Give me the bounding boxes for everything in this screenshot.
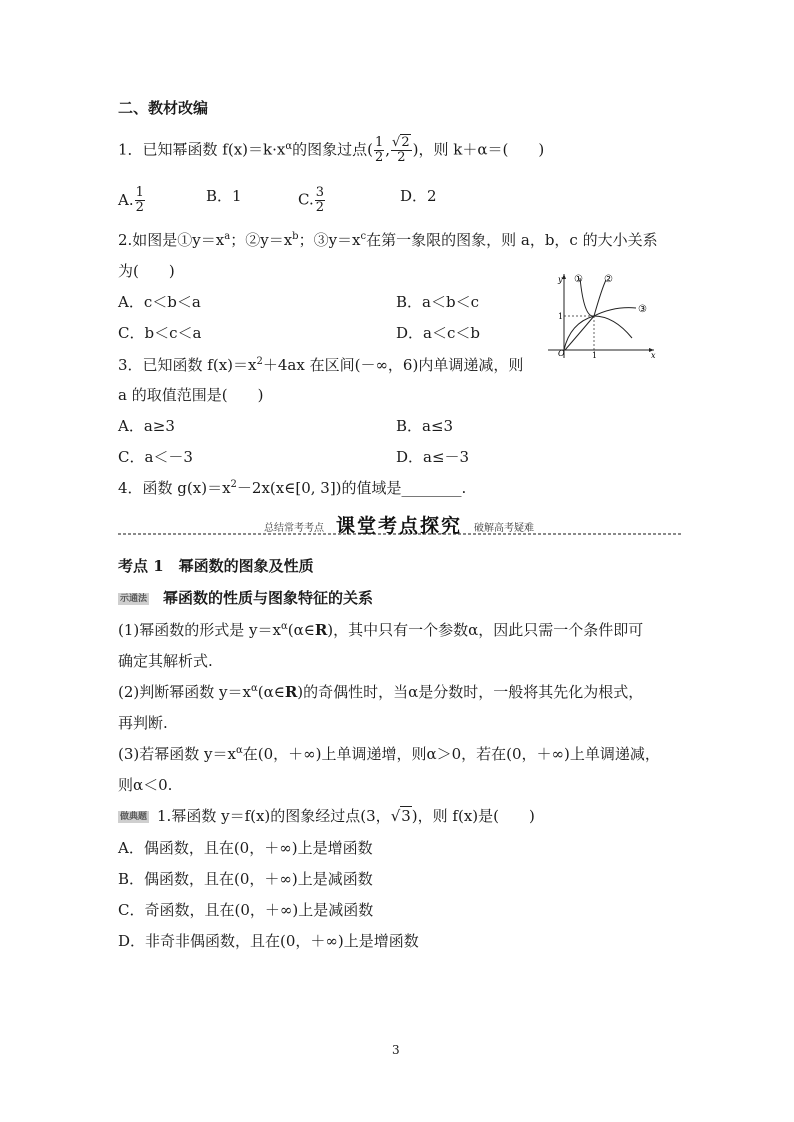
method-point-1-cont: 确定其解析式. (118, 652, 213, 670)
graph-tick-y: 1 (558, 312, 564, 321)
q3-option-b: B．a≤3 (396, 417, 454, 435)
method-point-2: (2)判断幂函数 $y=x^\alpha(\alpha\in R)$的奇偶性时，当α是分数时，一般将其先化为根式， (118, 683, 644, 701)
method-heading (118, 588, 373, 608)
curve-3 (564, 308, 636, 350)
q2-option-d: D．a＜c＜b (396, 324, 480, 342)
method-title: 幂函数的性质与图象特征的关系 (163, 589, 374, 607)
method-point-1: (1)幂函数的形式是 $y=x^\alpha(\alpha\in R)$，其中只有一个参数α，因此只需一个条件即可 (118, 621, 644, 639)
method-point-2-cont: 再判断. (118, 714, 168, 732)
kaodian-title: 考点 1 幂函数的图象及性质 (118, 557, 314, 575)
page-number: 3 (392, 1043, 400, 1057)
q2-option-c: C．b＜c＜a (118, 324, 202, 342)
graph-axis-x-label: x (651, 351, 656, 360)
example-option-c: C．奇函数，且在(0，＋∞)上是减函数 (118, 901, 374, 919)
section-banner (118, 511, 682, 537)
graph-label-2: ② (604, 274, 613, 285)
method-point-3: (3)若幂函数 $y=x^\alpha$在(0，＋∞)上单调递增，则α＞0，若在(0，＋∞)上单调递减， (118, 745, 660, 763)
q3-option-c: C．a＜－3 (118, 448, 193, 466)
q1-text-mid: 的图象过点( (292, 140, 373, 159)
graph-label-3: ③ (638, 304, 647, 315)
method-tag: 示通法 (120, 594, 148, 604)
q3-option-d: D．a≤－3 (396, 448, 470, 466)
power-function-graph (544, 268, 660, 360)
q3-option-a: A．a≥3 (118, 417, 175, 435)
q1-option-c: C. $\frac{3}{2}$ (298, 185, 324, 215)
q1-option-b: B．1 (206, 187, 242, 205)
q3-line-2: a 的取值范围是( ) (118, 386, 264, 404)
q1-option-a: A. $\frac{1}{2}$ (118, 185, 144, 215)
sqrt-3: √3 (390, 807, 411, 825)
section-title: 二、教材改编 (118, 99, 209, 117)
question-4: 4．函数 $g(x)=x^2-2x(x\in[0$, 3])的值域是________. (118, 479, 467, 497)
graph-origin-label: O (558, 349, 565, 358)
curve-2 (565, 280, 606, 350)
q1-option-d: D．2 (400, 187, 437, 205)
q2-option-b: B．a＜b＜c (396, 293, 479, 311)
example-option-d: D．非奇非偶函数，且在(0，＋∞)上是增函数 (118, 932, 419, 950)
graph-label-1: ① (574, 274, 583, 285)
q1-options (118, 185, 437, 215)
q1-alpha-sup: α (285, 140, 293, 152)
question-1: 1．已知幂函数 $f(x)=k\cdot x^\alpha$的图象过点( $\frac{1}{2}$ , $\frac{√2}{2}$ )，则 k＋α＝( ) (118, 135, 545, 165)
q1-point-x-fraction: $\frac{1}{2}$ (374, 135, 384, 165)
q1-text-prefix: 1．已知幂函数 f(x)＝k·x (118, 140, 286, 159)
q2-option-a: A．c＜b＜a (118, 293, 201, 311)
example-option-b: B．偶函数，且在(0，＋∞)上是减函数 (118, 870, 373, 888)
question-3: 3．已知函数 $f(x)=x^2+4ax$ 在区间(－∞，6)内单调递减，则 (118, 356, 524, 374)
graph-tick-x: 1 (592, 351, 598, 360)
banner-title: 课堂考点探究 (336, 515, 463, 537)
question-2: 2.如图是$①y=x^a$；$②y=x^b$；$③y=x^c$在第一象限的图象，则 a，b，c 的大小关系 (118, 231, 658, 249)
q1-point-y-fraction: $\frac{√2}{2}$ (392, 135, 410, 165)
method-point-3-cont: 则α＜0. (118, 776, 173, 794)
y-axis-arrow (562, 274, 566, 279)
example-option-a: A．偶函数，且在(0，＋∞)上是增函数 (118, 839, 373, 857)
q1-text-suffix: )，则 k＋α＝( ) (412, 140, 545, 159)
example-question: 做典题 1.幂函数 y＝f(x)的图象经过点(3，√3)，则 f(x)是( ) (120, 807, 535, 825)
q2-line-2: 为( ) (118, 262, 175, 280)
banner-left-text: 总结常考考点 (264, 523, 324, 534)
banner-right-text: 破解高考疑难 (474, 523, 534, 534)
example-tag: 做典题 (120, 812, 148, 822)
graph-axis-y-label: y (558, 275, 563, 284)
